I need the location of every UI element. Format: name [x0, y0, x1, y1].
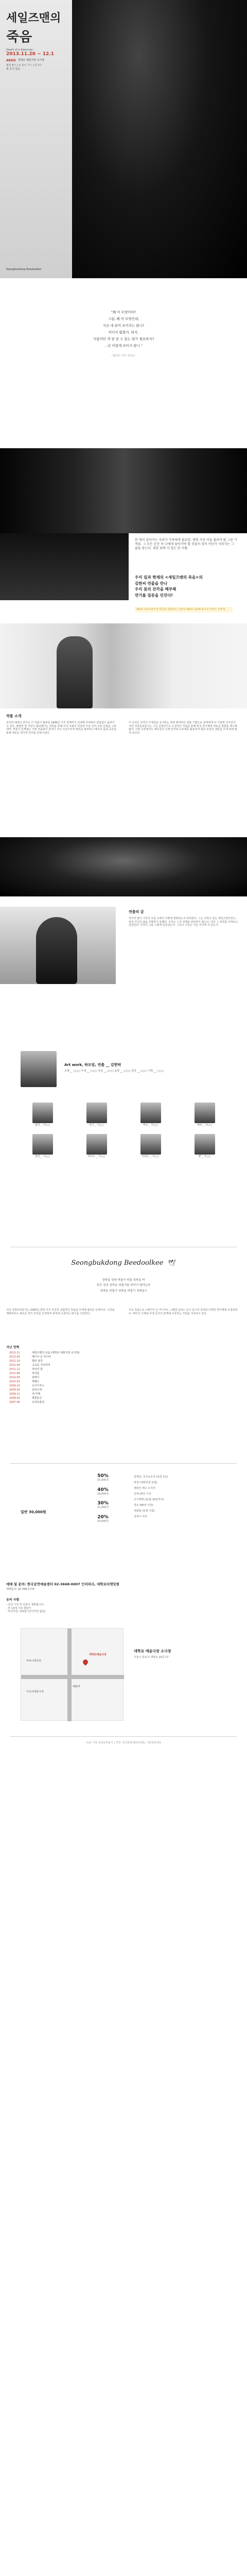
history-item: 갈매기 [32, 1376, 40, 1379]
cast-role: 비프 [143, 1124, 148, 1127]
schedule-line: 월 공연 없음 [6, 67, 21, 71]
venue-map [21, 1628, 123, 1721]
cast-name: 이○○ [98, 1155, 105, 1158]
poster-venue-row [6, 59, 44, 62]
discount-rate: 30% [97, 1501, 109, 1506]
cast-photo [195, 1134, 215, 1155]
cast-photo [32, 1134, 53, 1155]
cast-photo [140, 1134, 161, 1155]
cast-name: 이○○ [97, 1124, 104, 1127]
history-year: 2013.11 [9, 1351, 20, 1354]
discount-list [82, 1473, 123, 1523]
company-tagline [0, 1278, 247, 1294]
headline-line: 연기를 질문을 던진다! [135, 592, 173, 598]
history-year: 2007.09 [9, 1401, 20, 1404]
cast-photo [86, 1134, 107, 1155]
history-item: 리어의 꿈 [32, 1368, 43, 1371]
cast-role: 하워드 [142, 1155, 150, 1158]
intro-dark-image [0, 533, 129, 600]
synopsis-image [0, 623, 247, 708]
cast-role: 버나드 [87, 1155, 96, 1158]
cast-member [69, 1134, 123, 1158]
condition-item: 성북구 주민 [134, 1515, 147, 1518]
discount-price: 15,000원 [97, 1479, 109, 1482]
discount-item [82, 1515, 123, 1523]
cast-photo [140, 1103, 161, 1123]
history-year: 2009.04 [9, 1388, 20, 1392]
cast-photo [32, 1103, 53, 1123]
history-item: 세일즈맨의 죽음 (대학로 예술극장 소극장) [32, 1351, 80, 1354]
history-row [9, 1388, 195, 1392]
history-row [9, 1392, 195, 1396]
cast-member [178, 1103, 232, 1127]
history-year: 2013.05 [9, 1355, 20, 1359]
cast-photo [86, 1103, 107, 1123]
history-row [9, 1359, 195, 1363]
history-row [9, 1367, 195, 1371]
cast-name: 이○○ [203, 1155, 211, 1158]
director-note-text: 작가의 말이 시간의 흐름 속에서 어떻게 변형되는지 바라본다. 그는 가족이 있는 세일즈맨이었고, 끝내 자신의 삶을 증명하지 못했다. 우리는 그의 선택을 판단하지 않는다. 다만 그 과정을 지켜보고 질문한다. 무엇이 그를 그렇게 만들었는가. 그리고 우리는 지금 어디에 서 있는가. [129, 917, 238, 927]
discount-item [82, 1487, 123, 1496]
cast-caption: 린다 _ 이○○ [89, 1124, 104, 1127]
history-list [9, 1351, 195, 1404]
quote-line: "왜 이 모양이야? [111, 310, 136, 314]
quote-attribution: - 월리의 시저 '자리로 - [111, 354, 136, 358]
reservation-hotline: 예매문의: 02-766-1774 [6, 1588, 34, 1591]
history-item: 메디아 온 미디어 [32, 1355, 51, 1359]
notices-heading: 유의 사항 [6, 1598, 20, 1602]
ticket-price: 일반 30,000원 [21, 1510, 46, 1514]
synopsis-right-text: 이 공연은 원작의 무게감을 유지하는 한편 현대적인 연출 기법으로 관객에게 더 가깝게 다가간다. 극단 성북동비둘기는 그간 실험적이고 도전적인 작업을 통해 한국 연극계에 새로운 방향을 제시해 왔다. 이번 공연에서도 배우들의 신체 언어와 오브제를 활용하여 윌리 로먼의 내면을 무대 위에 펼쳐 보인다. [129, 721, 237, 735]
cast-member [123, 1103, 178, 1127]
intro-highlight: 2013 <동아연극상 희곡상 작품상> 수상작 2013 <올해 최고의 연극> 선정작 [135, 607, 233, 613]
company-left-text: 극단 성북동비둘기는 2005년 창단 이후 꾸준히 실험적인 작품을 무대에 올려온 단체이다. 고전을 재해석하고 새로운 연극 언어를 모색하며 관객과 소통하는 방식을 고민한다. [6, 1309, 115, 1315]
history-heading: 지난 연혁 [6, 1346, 20, 1349]
poster-schedule [6, 64, 42, 71]
poster-company: Seongbukdong Beedoolkee [6, 268, 42, 271]
credits-line2: 조명 __ ○○○ 무대 __ ○○○ 의상 __ ○○○ 음향 __ ○○○ 분장 __ ○○○ 기획 __ ○○○ [64, 1070, 164, 1073]
intro-headline [135, 574, 243, 599]
divider [10, 1463, 237, 1464]
condition-item: 단체 10인 이상 [134, 1493, 151, 1496]
hero-figure-image [67, 0, 247, 278]
cast-member [15, 1103, 69, 1127]
headline-line: 우리 몸의 잔각을 해부해 [135, 587, 177, 592]
map-landmark: 혜화역 [73, 1685, 80, 1688]
notice-line: - 만 13세 이상 관람가 [6, 1606, 31, 1610]
headline-line: 김한씨 연출을 만나 [135, 581, 168, 586]
history-year: 2010.09 [9, 1376, 20, 1379]
cast-role: 린다 [89, 1124, 94, 1127]
cast-role: 윌리 [35, 1124, 40, 1127]
map-caption: 대학로 예술극장 소극장 [134, 1649, 171, 1653]
condition-item: 재관람 (티켓 지참) [134, 1510, 155, 1513]
poster-dates: 2013.11.20 ~ 12.1 [6, 52, 54, 57]
poster-title [6, 9, 68, 52]
history-item: 안티고네 [32, 1388, 42, 1392]
history-year: 2012.04 [9, 1364, 20, 1367]
cast-role: 벤 [198, 1155, 201, 1158]
discount-price: 24,000원 [97, 1519, 109, 1523]
history-row [9, 1351, 195, 1355]
quote-line: 그럼, 왜 이 모양인데, [108, 317, 139, 321]
cast-name: 이○○ [43, 1124, 50, 1127]
quote-line: 사람이란 게 잘 살 수 있는 뭐가 필요하지? [93, 337, 154, 341]
map-landmark: 마로니에공원 [26, 1659, 41, 1663]
quote-block [62, 309, 185, 358]
divider [10, 1736, 237, 1737]
quote-section [0, 289, 247, 392]
synopsis-heading: 작품 소개 [6, 714, 22, 718]
discount-rate: 40% [97, 1487, 109, 1493]
cast-member [15, 1134, 69, 1158]
discount-item [82, 1473, 123, 1482]
hands-image [0, 448, 247, 533]
condition-item: 장애인, 국가유공자 (동반 1인) [134, 1476, 168, 1479]
history-row [9, 1396, 195, 1400]
cast-member [123, 1134, 178, 1158]
poster-venue: 대학로 예술극장 소극장 [17, 59, 45, 62]
condition-item: 예술인 패스 소지자 [134, 1487, 155, 1490]
history-item: 고도를 기다리며 [32, 1364, 50, 1367]
cast-caption: 찰리 _ 이○○ [35, 1155, 50, 1158]
director-note-heading: 연출의 글 [129, 910, 144, 914]
discount-price: 18,000원 [97, 1492, 109, 1496]
discount-rate: 20% [97, 1514, 109, 1520]
figure-silhouette [36, 917, 77, 984]
notice-line: - 러닝타임: 110분 (인터미션 없음) [6, 1610, 46, 1613]
synopsis-left-text: 전무한 배경의 연극은 이 작품이 발표된 1949년 이후 현재까지 전세계 무대에서 끊임없이 올려지고 있다. 평범한 한 가장이 몰락해가는 과정을 통해 미국 사회의 허상과 가족 간의 소통 단절을 그려내며, 연출가 김재엽은 이번 작품에서 원작이 지닌 사실주의적 해석을 탈피하고 배우의 몸과 공간을 통해 새로운 연극적 언어를 만들어낸다. [6, 721, 116, 735]
history-year: 2011.06 [9, 1372, 20, 1375]
cast-caption: 윌리 _ 이○○ [35, 1124, 50, 1127]
history-row [9, 1380, 195, 1384]
history-item: 벚꽃동산 [32, 1397, 42, 1400]
map-pin-icon [82, 1658, 89, 1666]
discount-rate: 50% [97, 1473, 109, 1479]
cast-caption: 버나드 _ 이○○ [87, 1155, 105, 1158]
tagline-line: 상북동 성북 비둘기 비둘 성북동 비 [102, 1279, 145, 1282]
history-item: 유리동물원 [32, 1401, 45, 1404]
cast-caption: 해피 _ 이○○ [197, 1124, 212, 1127]
poster-subtitle: Death of a Salesman [6, 48, 33, 52]
condition-item: 조기예매 (11월 10일까지) [134, 1498, 164, 1501]
history-row [9, 1384, 195, 1388]
notices-list [6, 1603, 233, 1614]
history-row [9, 1355, 195, 1359]
cast-role: 해피 [197, 1124, 202, 1127]
history-item: 맥베스 [32, 1380, 40, 1383]
schedule-line: 평일 8시 | 토 3시, 7시 | 일 3시 [6, 64, 42, 67]
company-logo-text: Seongbukdong Beedoolkee [71, 1259, 164, 1267]
history-item: 세 자매 [32, 1393, 41, 1396]
footer-text: 주최: 극단 성북동비둘기 | 후원: 한국문화예술위원회, 서울문화재단 [85, 1741, 162, 1744]
history-year: 2009.10 [9, 1384, 20, 1387]
quote-line: 어디서 밟혔지, 뭐지, [108, 330, 139, 334]
director-portrait [21, 1051, 57, 1087]
cast-caption: 하워드 _ 이○○ [142, 1155, 160, 1158]
map-landmark: 아르코예술극장 [26, 1690, 44, 1693]
cast-name: 이○○ [205, 1124, 212, 1127]
history-year: 2012.10 [9, 1360, 20, 1363]
cast-role: 찰리 [35, 1155, 40, 1158]
quote-line: ...난 어렵게 보이지 않니 " [104, 344, 143, 348]
history-row [9, 1371, 195, 1376]
cast-name: 이○○ [151, 1124, 158, 1127]
bird-icon: 🕊 [168, 1259, 176, 1266]
map-road [21, 1675, 124, 1679]
cast-caption: 벤 _ 이○○ [198, 1155, 211, 1158]
cast-name: 이○○ [152, 1155, 160, 1158]
director-image [0, 907, 116, 984]
history-year: 2008.05 [9, 1397, 20, 1400]
cast-member [69, 1103, 123, 1127]
company-logo-row [0, 1257, 247, 1267]
intro-paragraph: 한 명이 살아가는 자리가 가족에게 필요한, 생명 가진 이들 불러야 될 그런 기적들. 그 모든 순간 속 나에게 돌아가야 할 것들이 되어 어딘가 사라지는 그 삶을 묻는다. 세상 위에 서 있는 한 사람. [135, 538, 237, 551]
condition-item: 경로 (65세 이상) [134, 1504, 153, 1507]
figure-silhouette [57, 636, 93, 708]
discount-price: 21,000원 [97, 1506, 109, 1509]
history-item: 햄릿 남작 [32, 1360, 43, 1363]
history-item: 오이디푸스 [32, 1384, 45, 1387]
stage-photo [0, 837, 247, 896]
map-address: 서울시 종로구 대학로 10길 17 [134, 1656, 169, 1659]
history-year: 2008.11 [9, 1393, 20, 1396]
reservation-info[interactable]: 예매 및 문의: 한국공연예술센터 02-3668-0007 인터파크, 대학로티켓닷컴 [6, 1582, 119, 1586]
tagline-line: 성북동 비둘기 성북동 비둘기 성북동!! [100, 1289, 147, 1293]
hero-poster [0, 0, 247, 278]
notice-line: - 공연 시작 후 입장이 제한됩니다. [6, 1603, 45, 1606]
history-row [9, 1363, 195, 1367]
company-right-text: 주요 작품으로 <메디아 온 미디어>, <햄릿 남작> 등이 있으며 국내외 다양한 연극제에 초청되었다. 배우의 신체와 무대 공간의 관계에 주목하는 작업을 지속하고 있다. [129, 1309, 238, 1315]
history-row [9, 1376, 195, 1380]
venue-logo: ARKO [6, 59, 16, 62]
discount-conditions [134, 1475, 237, 1520]
history-item: 하녀들 [32, 1372, 40, 1375]
history-year: 2010.03 [9, 1380, 20, 1383]
poster-title-line2: 죽음 [6, 29, 32, 45]
condition-item: 학생 (대학원생 포함) [134, 1481, 157, 1484]
quote-line: 자금 내 끝이 보이지는 않니? [102, 324, 145, 328]
cast-photo [195, 1103, 215, 1123]
poster-title-line1: 세일즈맨의 [6, 11, 61, 25]
history-year: 2011.11 [9, 1368, 20, 1371]
map-landmark: 대학로예술극장 [89, 1653, 107, 1656]
headline-line: 우리 일과 현재의 <세일즈맨의 죽음>의 [135, 575, 203, 580]
cast-grid [15, 1103, 232, 1158]
cast-member [178, 1134, 232, 1158]
credits-line1: Art work, 하모암, 연출 __ 김현탁 [64, 1063, 121, 1067]
cast-caption: 비프 _ 이○○ [143, 1124, 158, 1127]
history-row [9, 1400, 195, 1404]
cast-name: 이○○ [43, 1155, 50, 1158]
discount-item [82, 1501, 123, 1510]
tagline-line: 후우 성의 성북동 비둘기들 비이이 열리는다 [96, 1284, 151, 1287]
